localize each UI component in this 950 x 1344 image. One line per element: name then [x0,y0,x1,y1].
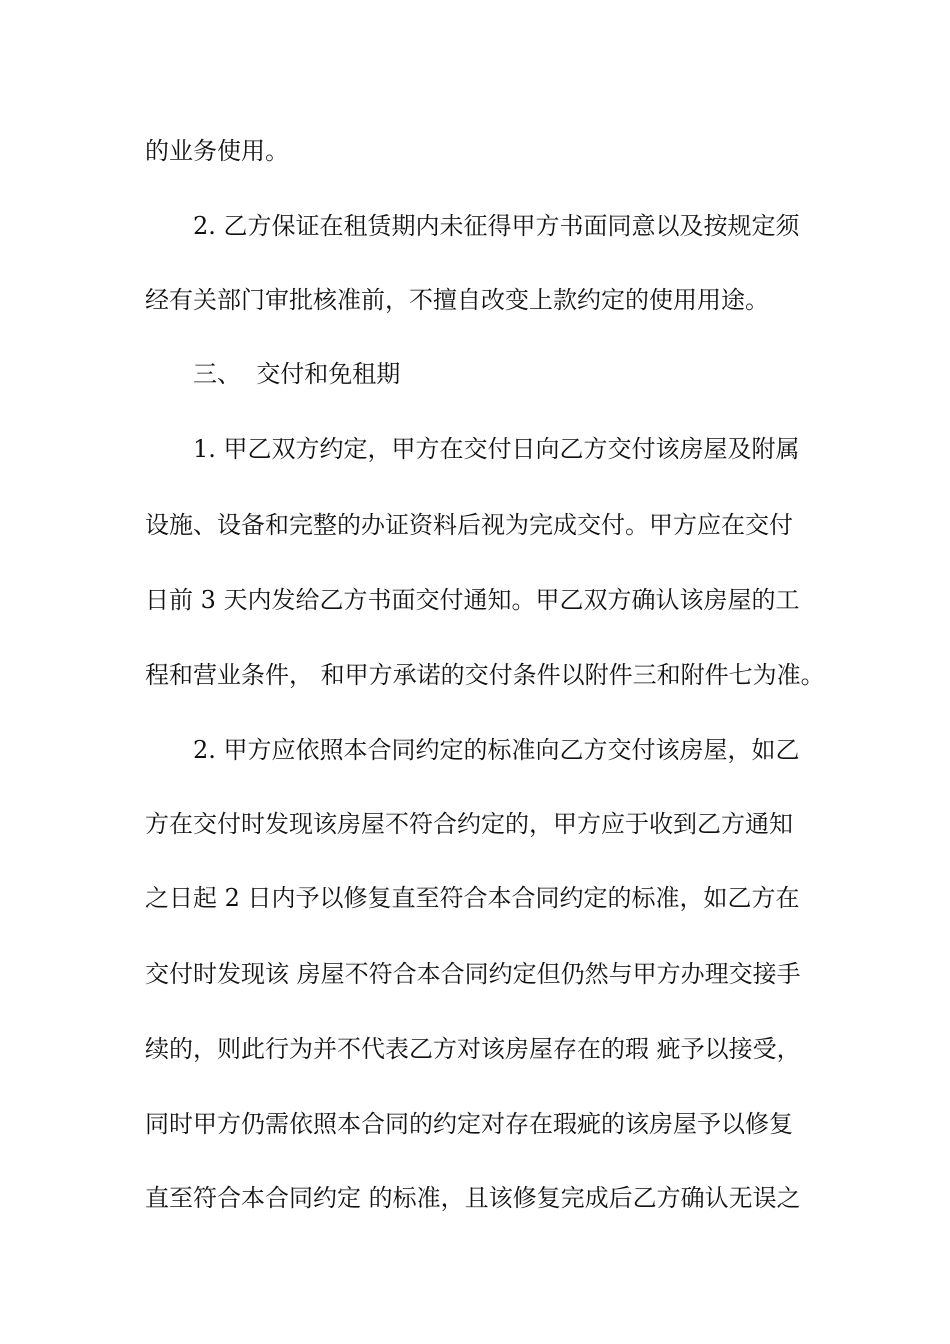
text-line-1: 的业务使用。 [145,137,289,165]
text-line-2: 2. 乙方保证在租赁期内未征得甲方书面同意以及按规定须 [193,212,800,240]
text-line-15: 直至符合本合同约定 的标准，且该修复完成后乙方确认无误之 [145,1184,801,1212]
text-line-5: 1. 甲乙双方约定，甲方在交付日向乙方交付该房屋及附属 [193,435,800,463]
text-line-6: 设施、设备和完整的办证资料后视为完成交付。甲方应在交付 [145,511,793,539]
text-line-12: 交付时发现该 房屋不符合本合同约定但仍然与甲方办理交接手 [145,960,801,988]
section-heading: 三、 交付和免租期 [193,360,401,388]
text-line-11: 之日起 2 日内予以修复直至符合本合同约定的标准，如乙方在 [145,884,800,912]
text-line-3: 经有关部门审批核准前，不擅自改变上款约定的使用用途。 [145,286,769,314]
text-line-9: 2. 甲方应依照本合同约定的标准向乙方交付该房屋，如乙 [193,736,800,764]
text-line-13: 续的，则此行为并不代表乙方对该房屋存在的瑕 疵予以接受， [145,1035,801,1063]
text-line-8: 程和营业条件， 和甲方承诺的交付条件以附件三和附件七为准。 [145,661,825,689]
text-line-7: 日前 3 天内发给乙方书面交付通知。甲乙双方确认该房屋的工 [145,586,800,614]
text-line-10: 方在交付时发现该房屋不符合约定的，甲方应于收到乙方通知 [145,810,793,838]
text-line-14: 同时甲方仍需依照本合同的约定对存在瑕疵的该房屋予以修复 [145,1110,793,1138]
